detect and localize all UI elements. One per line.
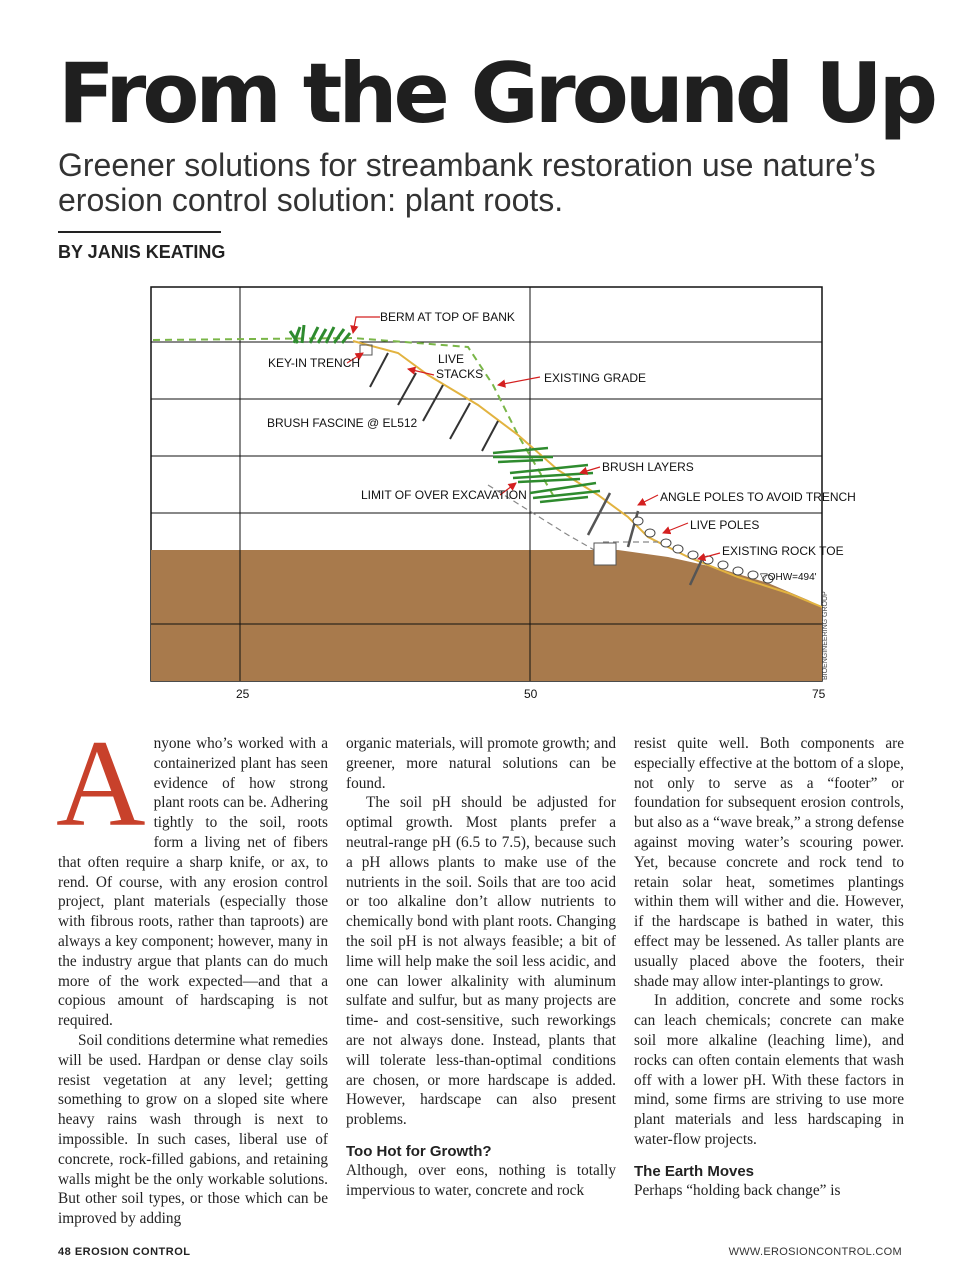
- label-over-excavation: LIMIT OF OVER EXCAVATION: [361, 488, 527, 502]
- footer-url: WWW.EROSIONCONTROL.COM: [728, 1246, 902, 1258]
- paragraph: Soil conditions determine what remedies will be used. Hardpan or dense clay soils resist vegetation at any level; getting something to grow on a sloped site where heavy rains wash through is next to impossible. In such cases, liberal use of concrete, rock-filled gabions, and retaining walls might be the only workable solutions. But other soil types, or those which can be improved by adding: [58, 1031, 328, 1228]
- figure-credit: BIOENGINEERING GROUP: [822, 591, 829, 680]
- paragraph: The soil pH should be adjusted for optimal growth. Most plants prefer a neutral-range pH (6.5 to 7.5), because such a pH allows plants to make use of the nutrients in the soil. Soils that are too acid or too alkaline don’t allow nutrients to chemically bond with plant roots. Changing the soil pH is not always feasible; a bit of lime will help make the soil less acidic, and one can lower alkalinity with aluminum sulfate and sulfur, but as many projects are time- and cost-sensitive, such reworkings are not always done. Instead, plants that will tolerate less-than-optimal conditions are chosen, or more hardscape is added. However, hardscape can also present problems.: [346, 794, 616, 1129]
- paragraph: resist quite well. Both components are especially effective at the bottom of a slope, not only to serve as a “footer” or foundation for subsequent erosion controls, but also as a “wave break,” a strong defense against moving water’s scouring power. Yet, because concrete and rock tend to retain solar heat, sometimes plantings within them will wither and die. However, if the hardscape is bathed in water, this effect may be lessened. As taller plants are usually placed above the footers, their shade may allow inter-plantings to grow.: [634, 735, 904, 990]
- toe-trench: [594, 543, 616, 565]
- label-live-stacks-2: STACKS: [436, 367, 484, 381]
- label-ohw: ▽OHW=494': [760, 572, 817, 583]
- tick-label-25: 25: [236, 687, 250, 701]
- streambank-cross-section-diagram: [148, 285, 856, 705]
- label-key-in-trench: KEY-IN TRENCH: [268, 356, 361, 370]
- label-brush-fascine: BRUSH FASCINE @ EL512: [267, 416, 418, 430]
- section-heading: The Earth Moves: [634, 1162, 755, 1180]
- section-heading: Too Hot for Growth?: [346, 1142, 492, 1160]
- article-title: From the Ground Up: [58, 45, 935, 142]
- page-number: 48: [58, 1246, 72, 1258]
- label-angle-poles: ANGLE POLES TO AVOID TRENCH: [660, 490, 856, 504]
- label-live-stacks-1: LIVE: [438, 352, 465, 366]
- article-column-1: [56, 715, 328, 1229]
- footer-folio: [58, 1246, 190, 1258]
- paragraph: In addition, concrete and some rocks can leach chemicals; concrete can make soil more alkaline (leaching lime), and rocks can often contain elements that wash off with a lower pH. With these factors in mind, some firms are striving to use more plant materials and less hardscaping in water-flow projects.: [634, 992, 904, 1148]
- label-live-poles: LIVE POLES: [690, 518, 760, 532]
- label-berm: BERM AT TOP OF BANK: [380, 310, 515, 324]
- paragraph: organic materials, will promote growth; and greener, more natural solutions can be found.: [346, 735, 616, 792]
- article-subtitle: Greener solutions for streambank restoration use nature’s erosion control solution: plant roots.: [58, 147, 876, 218]
- byline: BY JANIS KEATING: [58, 242, 226, 262]
- tick-label-75: 75: [812, 687, 826, 701]
- paragraph: Perhaps “holding back change” is: [634, 1181, 841, 1199]
- article-column-3: [634, 734, 904, 1201]
- paragraph: nyone who’s worked with a containerized plant has seen evidence of how strong plant roots can be. Adhering tightly to the soil, roots form a living net of fibers that often require a sharp knife, or ax, to rend. Of course, with any erosion control project, plant materials (especially those with fibrous roots, rather than taproots) are always a key component; however, many in the industry argue that plants can do much more of the work expected—and that a copious amount of hardscaping is not required.: [58, 735, 328, 1030]
- drop-cap: A: [56, 715, 146, 852]
- label-rock-toe: EXISTING ROCK TOE: [722, 544, 844, 558]
- tick-label-50: 50: [524, 687, 538, 701]
- byline-rule: [58, 231, 221, 233]
- label-brush-layers: BRUSH LAYERS: [602, 460, 694, 474]
- magazine-name: EROSION CONTROL: [74, 1246, 191, 1258]
- paragraph: Although, over eons, nothing is totally impervious to water, concrete and rock: [346, 1161, 616, 1199]
- article-column-2: [346, 734, 616, 1201]
- label-existing-grade: EXISTING GRADE: [544, 371, 647, 385]
